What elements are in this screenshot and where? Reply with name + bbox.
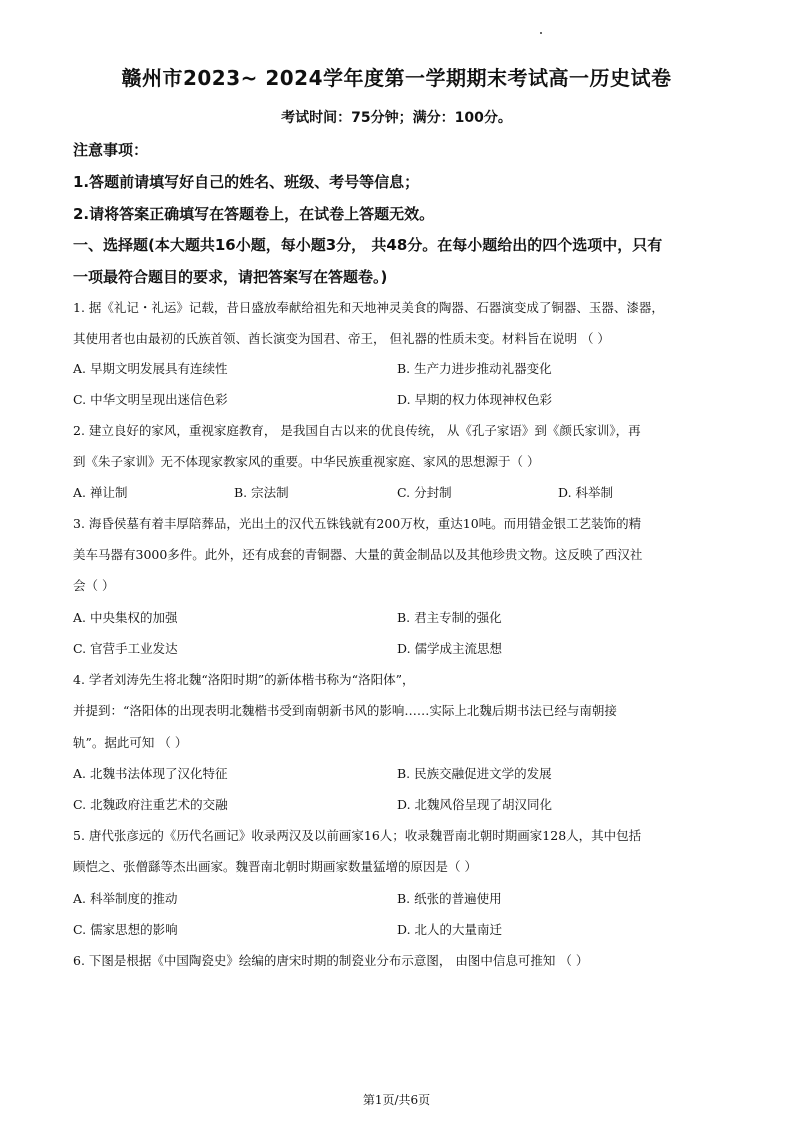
q4-option-c: C. 北魏政府注重艺术的交融 (73, 797, 228, 812)
q2-option-b: B. 宗法制 (234, 485, 289, 500)
q2-stem-line-2: 到《朱子家训》无不体现家教家风的重要。中华民族重视家庭、家风的思想源于（ ） (73, 454, 540, 469)
q3-stem-line-3: 会（ ） (73, 578, 115, 593)
notice-heading: 注意事项： (73, 141, 149, 159)
notice-item-2: 2.请将答案正确填写在答题卷上，在试卷上答题无效。 (73, 205, 435, 223)
q1-option-a: A. 早期文明发展具有连续性 (73, 361, 228, 376)
q1-option-c: C. 中华文明呈现出迷信色彩 (73, 392, 228, 407)
q3-option-c: C. 官营手工业发达 (73, 641, 178, 656)
q3-stem-line-1: 3. 海昏侯墓有着丰厚陪葬品，光出土的汉代五铢钱就有200万枚，重达10吨。而用错金银工艺装饰的精 (73, 516, 642, 531)
q2-option-c: C. 分封制 (397, 485, 452, 500)
q5-option-b: B. 纸张的普遍使用 (397, 891, 502, 906)
q1-stem-line-1: 1. 据《礼记・礼运》记载，昔日盛放奉献给祖先和天地神灵美食的陶器、石器演变成了铜器、玉器、漆器， (73, 300, 664, 315)
q2-stem-line-1: 2. 建立良好的家风，重视家庭教育， 是我国自古以来的优良传统， 从《孔子家语》到《颜氏家训》，再 (73, 423, 641, 438)
page-number: 第1页/共6页 (362, 1093, 431, 1107)
q3-stem-line-2: 美车马器有3000多件。此外，还有成套的青铜器、大量的黄金制品以及其他珍贵文物。这反映了西汉社 (73, 547, 643, 562)
q5-option-a: A. 科举制度的推动 (73, 891, 178, 906)
section-heading-line-1: 一、选择题(本大题共16小题，每小题3分， 共48分。在每小题给出的四个选项中，只有 (73, 236, 663, 254)
q5-stem-line-2: 顾恺之、张僧繇等杰出画家。魏晋南北朝时期画家数量猛增的原因是（ ） (73, 859, 477, 874)
q4-stem-line-1: 4. 学者刘涛先生将北魏“洛阳时期”的新体楷书称为“洛阳体”， (73, 672, 415, 687)
q3-option-a: A. 中央集权的加强 (73, 610, 178, 625)
q1-option-d: D. 早期的权力体现神权色彩 (397, 392, 553, 407)
section-heading-line-2: 一项最符合题目的要求，请把答案写在答题卷。) (73, 268, 388, 286)
q6-stem-line-1: 6. 下图是根据《中国陶瓷史》绘编的唐宋时期的制瓷业分布示意图， 由图中信息可推知 （ ） (73, 953, 589, 968)
q4-option-a: A. 北魏书法体现了汉化特征 (73, 766, 228, 781)
q1-stem-line-2: 其使用者也由最初的氏族首领、酋长演变为国君、帝王， 但礼器的性质未变。材料旨在说明 （ ） (73, 331, 610, 346)
q5-stem-line-1: 5. 唐代张彦远的《历代名画记》收录两汉及以前画家16人；收录魏晋南北朝时期画家128人，其中包括 (73, 828, 642, 843)
exam-subtitle: 考试时间：75分钟；满分：100分。 (281, 110, 512, 126)
q4-stem-line-2: 并提到：“洛阳体的出现表明北魏楷书受到南朝新书风的影响……实际上北魏后期书法已经与南朝接 (73, 703, 617, 718)
exam-title: 赣州市2023~ 2024学年度第一学期期末考试高一历史试卷 (121, 66, 672, 90)
q3-option-b: B. 君主专制的强化 (397, 610, 502, 625)
q2-option-d: D. 科举制 (558, 485, 614, 500)
q3-option-d: D. 儒学成主流思想 (397, 641, 503, 656)
q5-option-d: D. 北人的大量南迁 (397, 922, 503, 937)
q4-stem-line-3: 轨”。据此可知 （ ） (73, 735, 188, 750)
q1-option-b: B. 生产力进步推动礼器变化 (397, 361, 552, 376)
q4-option-b: B. 民族交融促进文学的发展 (397, 766, 552, 781)
scan-dot (540, 32, 542, 34)
q5-option-c: C. 儒家思想的影响 (73, 922, 178, 937)
q2-option-a: A. 禅让制 (73, 485, 128, 500)
q4-option-d: D. 北魏风俗呈现了胡汉同化 (397, 797, 553, 812)
notice-item-1: 1.答题前请填写好自己的姓名、班级、考号等信息； (73, 173, 420, 191)
